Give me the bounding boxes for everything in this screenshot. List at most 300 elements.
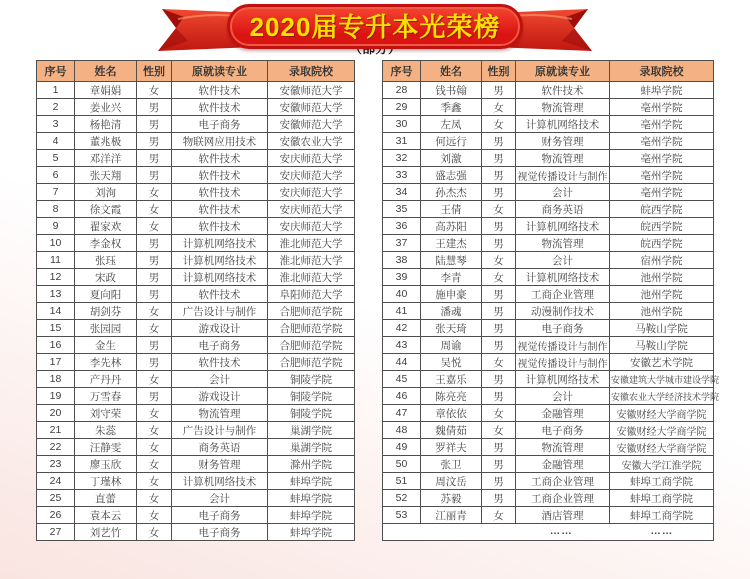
cell-index: 6 [37, 167, 75, 184]
cell-name: 陈亮亮 [421, 388, 482, 405]
cell-major: 软件技术 [172, 99, 268, 116]
cell-major: 电子商务 [172, 116, 268, 133]
cell-college: 宿州学院 [610, 252, 714, 269]
cell-college: 池州学院 [610, 269, 714, 286]
table-row [37, 218, 355, 235]
cell-major: 工商企业管理 [516, 286, 610, 303]
cell-major: 工商企业管理 [516, 473, 610, 490]
cell-college: 巢湖学院 [268, 422, 355, 439]
cell-major: 软件技术 [172, 354, 268, 371]
table-row [383, 490, 714, 507]
cell-major: 计算机网络技术 [172, 252, 268, 269]
cell-index: 48 [383, 422, 421, 439]
column-header: 原就读专业 [516, 61, 610, 82]
cell-gender: 男 [137, 133, 172, 150]
cell-index: 44 [383, 354, 421, 371]
column-header: 性别 [137, 61, 172, 82]
cell-index: 34 [383, 184, 421, 201]
cell-major: 软件技术 [172, 184, 268, 201]
cell-index: 35 [383, 201, 421, 218]
cell-major: 金融管理 [516, 405, 610, 422]
cell-gender: 男 [137, 116, 172, 133]
cell-gender: 女 [137, 371, 172, 388]
cell-name: 刘洵 [75, 184, 137, 201]
cell-name: 徐文霞 [75, 201, 137, 218]
cell-index: 47 [383, 405, 421, 422]
cell-gender: 女 [137, 490, 172, 507]
cell-name: 李先林 [75, 354, 137, 371]
cell-college: 皖西学院 [610, 235, 714, 252]
table-row [37, 422, 355, 439]
cell-name: 金生 [75, 337, 137, 354]
table-row [37, 320, 355, 337]
cell-gender: 女 [482, 422, 516, 439]
cell-gender: 男 [482, 167, 516, 184]
cell-name: 章娟娟 [75, 82, 137, 99]
cell-index: 5 [37, 150, 75, 167]
cell-name: 刘激 [421, 150, 482, 167]
cell-name: 施申豪 [421, 286, 482, 303]
ellipsis-cell [383, 524, 714, 541]
cell-name: 邓洋洋 [75, 150, 137, 167]
cell-index: 53 [383, 507, 421, 524]
table-row [383, 405, 714, 422]
table-row [37, 507, 355, 524]
cell-major: 电子商务 [172, 337, 268, 354]
table-row [383, 269, 714, 286]
table-row [37, 269, 355, 286]
ellipsis: …… [549, 524, 573, 537]
table-row [383, 286, 714, 303]
cell-index: 41 [383, 303, 421, 320]
cell-major: 游戏设计 [172, 320, 268, 337]
table-row [37, 456, 355, 473]
cell-gender: 男 [137, 252, 172, 269]
cell-index: 19 [37, 388, 75, 405]
cell-major: 动漫制作技术 [516, 303, 610, 320]
cell-major: 软件技术 [172, 218, 268, 235]
cell-gender: 男 [137, 269, 172, 286]
table-row [383, 167, 714, 184]
table-row [37, 82, 355, 99]
cell-name: 产丹丹 [75, 371, 137, 388]
cell-index: 10 [37, 235, 75, 252]
column-header: 性别 [482, 61, 516, 82]
table-row [383, 303, 714, 320]
cell-major: 会计 [516, 252, 610, 269]
cell-name: 袁本云 [75, 507, 137, 524]
table-row [383, 473, 714, 490]
cell-gender: 女 [482, 99, 516, 116]
cell-name: 万雪春 [75, 388, 137, 405]
table-row [37, 439, 355, 456]
table-row [37, 337, 355, 354]
cell-gender: 男 [137, 286, 172, 303]
cell-gender: 男 [482, 82, 516, 99]
cell-college: 蚌埠工商学院 [610, 507, 714, 524]
cell-name: 朱蕊 [75, 422, 137, 439]
cell-major: 物流管理 [516, 150, 610, 167]
cell-major: 视觉传播设计与制作 [516, 337, 610, 354]
cell-major: 计算机网络技术 [172, 473, 268, 490]
cell-name: 盛志强 [421, 167, 482, 184]
cell-index: 39 [383, 269, 421, 286]
cell-gender: 男 [137, 337, 172, 354]
column-header: 录取院校 [268, 61, 355, 82]
cell-major: 视觉传播设计与制作 [516, 354, 610, 371]
cell-index: 12 [37, 269, 75, 286]
cell-index: 51 [383, 473, 421, 490]
table-row [383, 439, 714, 456]
cell-name: 胡剑芬 [75, 303, 137, 320]
cell-gender: 女 [482, 405, 516, 422]
cell-name: 王建杰 [421, 235, 482, 252]
cell-college: 安庆师范大学 [268, 167, 355, 184]
table-row [37, 388, 355, 405]
cell-index: 33 [383, 167, 421, 184]
cell-major: 广告设计与制作 [172, 303, 268, 320]
cell-major: 金融管理 [516, 456, 610, 473]
column-header: 原就读专业 [172, 61, 268, 82]
cell-name: 王嘉乐 [421, 371, 482, 388]
cell-name: 丁瑾林 [75, 473, 137, 490]
cell-gender: 女 [137, 473, 172, 490]
cell-college: 皖西学院 [610, 201, 714, 218]
cell-gender: 女 [137, 82, 172, 99]
honor-table-right [382, 60, 720, 541]
cell-name: 张天翔 [75, 167, 137, 184]
cell-index: 24 [37, 473, 75, 490]
cell-gender: 女 [482, 354, 516, 371]
cell-college: 蚌埠学院 [268, 507, 355, 524]
header-row [37, 61, 355, 82]
cell-index: 21 [37, 422, 75, 439]
cell-college: 安徽建筑大学城市建设学院 [610, 371, 714, 388]
cell-name: 王倩 [421, 201, 482, 218]
cell-gender: 男 [482, 456, 516, 473]
table-row [37, 184, 355, 201]
cell-index: 11 [37, 252, 75, 269]
table-row [37, 116, 355, 133]
table-row [383, 218, 714, 235]
cell-index: 52 [383, 490, 421, 507]
banner-plate [227, 4, 524, 49]
tables-container [0, 60, 750, 541]
cell-major: 计算机网络技术 [172, 269, 268, 286]
cell-gender: 男 [482, 184, 516, 201]
cell-name: 潘魂 [421, 303, 482, 320]
cell-major: 软件技术 [172, 150, 268, 167]
cell-index: 15 [37, 320, 75, 337]
cell-index: 4 [37, 133, 75, 150]
cell-index: 22 [37, 439, 75, 456]
cell-index: 20 [37, 405, 75, 422]
cell-college: 安徽师范大学 [268, 116, 355, 133]
cell-major: 财务管理 [516, 133, 610, 150]
cell-index: 46 [383, 388, 421, 405]
cell-index: 36 [383, 218, 421, 235]
cell-gender: 男 [482, 490, 516, 507]
cell-major: 工商企业管理 [516, 490, 610, 507]
cell-major: 电子商务 [516, 422, 610, 439]
table-row [37, 235, 355, 252]
column-header: 录取院校 [610, 61, 714, 82]
cell-major: 软件技术 [172, 286, 268, 303]
cell-gender: 男 [137, 388, 172, 405]
table-row [37, 524, 355, 541]
cell-college: 铜陵学院 [268, 388, 355, 405]
cell-gender: 女 [137, 184, 172, 201]
cell-major: 会计 [172, 371, 268, 388]
cell-name: 何远行 [421, 133, 482, 150]
cell-gender: 女 [137, 439, 172, 456]
cell-index: 38 [383, 252, 421, 269]
cell-college: 安徽财经大学商学院 [610, 405, 714, 422]
cell-index: 3 [37, 116, 75, 133]
cell-college: 滁州学院 [268, 456, 355, 473]
cell-college: 安庆师范大学 [268, 184, 355, 201]
cell-name: 陆慧琴 [421, 252, 482, 269]
cell-gender: 男 [137, 235, 172, 252]
table-row [383, 388, 714, 405]
cell-college: 合肥师范学院 [268, 337, 355, 354]
cell-major: 软件技术 [516, 82, 610, 99]
cell-college: 亳州学院 [610, 99, 714, 116]
cell-name: 夏向阳 [75, 286, 137, 303]
cell-college: 阜阳师范大学 [268, 286, 355, 303]
cell-gender: 女 [137, 405, 172, 422]
cell-major: 软件技术 [172, 201, 268, 218]
cell-major: 电子商务 [516, 320, 610, 337]
cell-index: 31 [383, 133, 421, 150]
cell-major: 财务管理 [172, 456, 268, 473]
table-row [383, 235, 714, 252]
cell-gender: 男 [482, 320, 516, 337]
cell-college: 池州学院 [610, 286, 714, 303]
table-row [37, 99, 355, 116]
cell-index: 16 [37, 337, 75, 354]
table-row [383, 133, 714, 150]
cell-major: 商务英语 [516, 201, 610, 218]
title-banner [0, 0, 750, 42]
table-row [383, 99, 714, 116]
cell-gender: 女 [482, 201, 516, 218]
table-row [383, 422, 714, 439]
cell-college: 安徽师范大学 [268, 82, 355, 99]
table-row [383, 354, 714, 371]
cell-index: 23 [37, 456, 75, 473]
cell-major: 物流管理 [516, 235, 610, 252]
cell-name: 魏倩茹 [421, 422, 482, 439]
table-row [37, 490, 355, 507]
cell-major: 电子商务 [172, 507, 268, 524]
cell-index: 26 [37, 507, 75, 524]
cell-index: 28 [383, 82, 421, 99]
cell-gender: 女 [137, 422, 172, 439]
cell-index: 27 [37, 524, 75, 541]
ellipsis: …… [650, 524, 674, 537]
cell-major: 软件技术 [172, 167, 268, 184]
cell-name: 廖玉欣 [75, 456, 137, 473]
cell-gender: 男 [482, 150, 516, 167]
cell-index: 32 [383, 150, 421, 167]
cell-major: 物流管理 [516, 99, 610, 116]
cell-name: 张园园 [75, 320, 137, 337]
cell-name: 张天琦 [421, 320, 482, 337]
cell-college: 安庆师范大学 [268, 201, 355, 218]
table-row [37, 354, 355, 371]
cell-college: 合肥师范学院 [268, 303, 355, 320]
cell-college: 铜陵学院 [268, 405, 355, 422]
cell-index: 13 [37, 286, 75, 303]
cell-gender: 男 [137, 150, 172, 167]
cell-index: 17 [37, 354, 75, 371]
cell-major: 计算机网络技术 [172, 235, 268, 252]
cell-major: 会计 [172, 490, 268, 507]
cell-college: 马鞍山学院 [610, 320, 714, 337]
ellipsis-row [383, 524, 714, 541]
cell-name: 罗祥夫 [421, 439, 482, 456]
cell-name: 刘守荣 [75, 405, 137, 422]
cell-name: 姜业兴 [75, 99, 137, 116]
cell-name: 张珏 [75, 252, 137, 269]
cell-name: 孙杰杰 [421, 184, 482, 201]
cell-index: 50 [383, 456, 421, 473]
page-title: 2020届专升本光荣榜 [249, 12, 501, 42]
table-row [37, 405, 355, 422]
cell-name: 季鑫 [421, 99, 482, 116]
cell-name: 苏毅 [421, 490, 482, 507]
cell-college: 蚌埠工商学院 [610, 490, 714, 507]
cell-name: 汪静雯 [75, 439, 137, 456]
cell-index: 14 [37, 303, 75, 320]
cell-gender: 男 [482, 303, 516, 320]
table-row [383, 201, 714, 218]
cell-index: 30 [383, 116, 421, 133]
cell-college: 淮北师范大学 [268, 252, 355, 269]
cell-index: 42 [383, 320, 421, 337]
table-row [37, 286, 355, 303]
cell-index: 45 [383, 371, 421, 388]
cell-name: 周谕 [421, 337, 482, 354]
cell-index: 25 [37, 490, 75, 507]
cell-major: 计算机网络技术 [516, 371, 610, 388]
cell-college: 安徽财经大学商学院 [610, 439, 714, 456]
cell-gender: 男 [482, 439, 516, 456]
cell-major: 游戏设计 [172, 388, 268, 405]
table-row [383, 507, 714, 524]
cell-major: 物联网应用技术 [172, 133, 268, 150]
cell-major: 会计 [516, 184, 610, 201]
table-row [37, 303, 355, 320]
cell-gender: 女 [137, 303, 172, 320]
cell-college: 巢湖学院 [268, 439, 355, 456]
cell-gender: 女 [482, 269, 516, 286]
cell-gender: 女 [137, 507, 172, 524]
cell-gender: 女 [137, 456, 172, 473]
table-row [37, 473, 355, 490]
cell-college: 安徽农业大学经济技术学院 [610, 388, 714, 405]
cell-major: 电子商务 [172, 524, 268, 541]
cell-name: 李金权 [75, 235, 137, 252]
cell-college: 蚌埠工商学院 [610, 473, 714, 490]
cell-gender: 女 [137, 218, 172, 235]
cell-gender: 女 [137, 201, 172, 218]
cell-college: 亳州学院 [610, 133, 714, 150]
cell-college: 淮北师范大学 [268, 235, 355, 252]
cell-college: 蚌埠学院 [610, 82, 714, 99]
table-row [37, 371, 355, 388]
cell-major: 酒店管理 [516, 507, 610, 524]
cell-college: 蚌埠学院 [268, 524, 355, 541]
table-row [383, 116, 714, 133]
cell-name: 翟家欢 [75, 218, 137, 235]
column-header: 姓名 [421, 61, 482, 82]
column-header: 序号 [37, 61, 75, 82]
cell-college: 亳州学院 [610, 116, 714, 133]
cell-college: 亳州学院 [610, 167, 714, 184]
column-header: 序号 [383, 61, 421, 82]
honor-table-left [36, 60, 355, 541]
cell-index: 1 [37, 82, 75, 99]
cell-college: 安徽师范大学 [268, 99, 355, 116]
table-row [37, 167, 355, 184]
cell-college: 淮北师范大学 [268, 269, 355, 286]
cell-college: 安徽财经大学商学院 [610, 422, 714, 439]
cell-college: 安徽艺术学院 [610, 354, 714, 371]
cell-college: 安徽大学江淮学院 [610, 456, 714, 473]
cell-index: 29 [383, 99, 421, 116]
cell-major: 广告设计与制作 [172, 422, 268, 439]
cell-name: 直蕾 [75, 490, 137, 507]
cell-college: 蚌埠学院 [268, 490, 355, 507]
cell-index: 2 [37, 99, 75, 116]
table-row [383, 184, 714, 201]
cell-college: 亳州学院 [610, 150, 714, 167]
cell-index: 43 [383, 337, 421, 354]
column-header: 姓名 [75, 61, 137, 82]
cell-major: 视觉传播设计与制作 [516, 167, 610, 184]
cell-name: 钱书翰 [421, 82, 482, 99]
cell-name: 张卫 [421, 456, 482, 473]
table-row [383, 252, 714, 269]
cell-name: 刘艺竹 [75, 524, 137, 541]
cell-index: 49 [383, 439, 421, 456]
cell-college: 合肥师范学院 [268, 320, 355, 337]
cell-college: 马鞍山学院 [610, 337, 714, 354]
table-row [383, 456, 714, 473]
cell-major: 软件技术 [172, 82, 268, 99]
cell-major: 计算机网络技术 [516, 269, 610, 286]
cell-index: 18 [37, 371, 75, 388]
cell-index: 37 [383, 235, 421, 252]
table-row [37, 252, 355, 269]
cell-major: 计算机网络技术 [516, 218, 610, 235]
cell-name: 李青 [421, 269, 482, 286]
header-row [383, 61, 714, 82]
cell-gender: 男 [482, 218, 516, 235]
cell-gender: 男 [482, 235, 516, 252]
cell-major: 商务英语 [172, 439, 268, 456]
cell-gender: 女 [137, 524, 172, 541]
cell-name: 吴悦 [421, 354, 482, 371]
table-row [383, 337, 714, 354]
cell-index: 8 [37, 201, 75, 218]
cell-major: 物流管理 [516, 439, 610, 456]
table-row [37, 201, 355, 218]
cell-gender: 男 [137, 354, 172, 371]
cell-name: 宋政 [75, 269, 137, 286]
